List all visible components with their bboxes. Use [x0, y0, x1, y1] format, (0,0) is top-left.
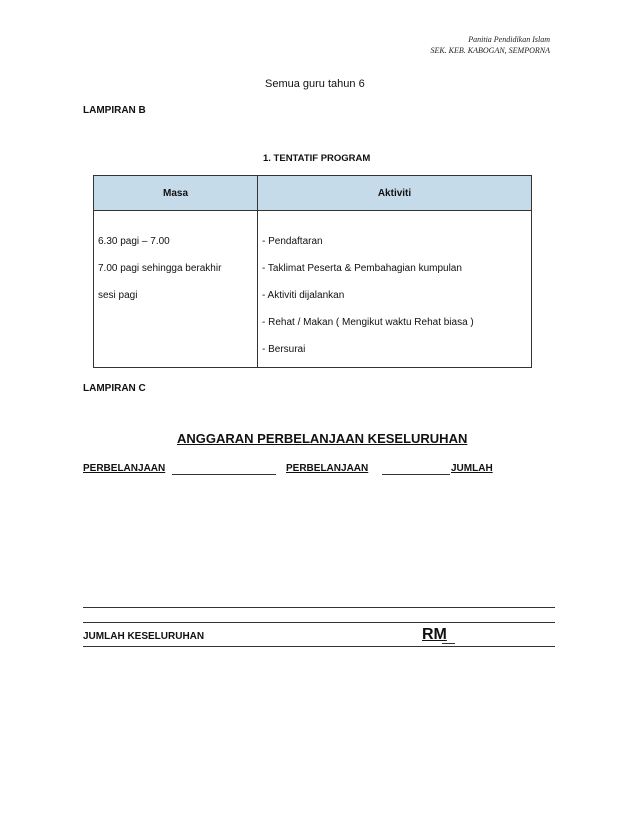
- total-value: RM: [422, 626, 447, 643]
- table-header-row: [94, 176, 532, 211]
- budget-title: ANGGARAN PERBELANJAAN KESELURUHAN: [177, 431, 468, 446]
- tentative-table: [93, 175, 532, 368]
- masa-line: sesi pagi: [98, 290, 138, 301]
- aktiviti-line: - Pendaftaran: [262, 236, 323, 247]
- aktiviti-cell: [258, 211, 532, 368]
- section-title: 1. TENTATIF PROGRAM: [263, 153, 371, 164]
- header: [430, 34, 550, 56]
- total-underline-tail: [442, 643, 455, 644]
- divider-line: [83, 607, 555, 608]
- aktiviti-line: - Rehat / Makan ( Mengikut waktu Rehat biasa ): [262, 317, 474, 328]
- aktiviti-line: - Aktiviti dijalankan: [262, 290, 345, 301]
- header-line-1: Panitia Pendidikan Islam: [468, 35, 550, 44]
- aktiviti-line: - Taklimat Peserta & Pembahagian kumpulan: [262, 263, 462, 274]
- lampiran-c-heading: LAMPIRAN C: [83, 383, 146, 394]
- column-header-masa: Masa: [94, 176, 258, 211]
- divider-line: [83, 622, 555, 623]
- masa-line: 6.30 pagi – 7.00: [98, 236, 170, 247]
- budget-col-jumlah: JUMLAH: [451, 463, 493, 474]
- header-line-2: SEK. KEB. KABOGAN, SEMPORNA: [430, 46, 550, 55]
- budget-col-perbelanjaan-1: PERBELANJAAN: [83, 463, 166, 474]
- header-underline-1: [172, 474, 276, 475]
- budget-col-perbelanjaan-2: PERBELANJAAN: [286, 463, 369, 474]
- total-label: JUMLAH KESELURUHAN: [83, 631, 205, 642]
- masa-line: 7.00 pagi sehingga berakhir: [98, 263, 222, 274]
- lampiran-b-heading: LAMPIRAN B: [83, 105, 146, 116]
- masa-cell: [94, 211, 258, 368]
- header-underline-2: [382, 474, 450, 475]
- column-header-aktiviti: Aktiviti: [258, 176, 532, 211]
- audience-text: Semua guru tahun 6: [265, 78, 365, 90]
- aktiviti-line: - Bersurai: [262, 344, 306, 355]
- table-row: [94, 211, 532, 368]
- divider-line: [83, 646, 555, 647]
